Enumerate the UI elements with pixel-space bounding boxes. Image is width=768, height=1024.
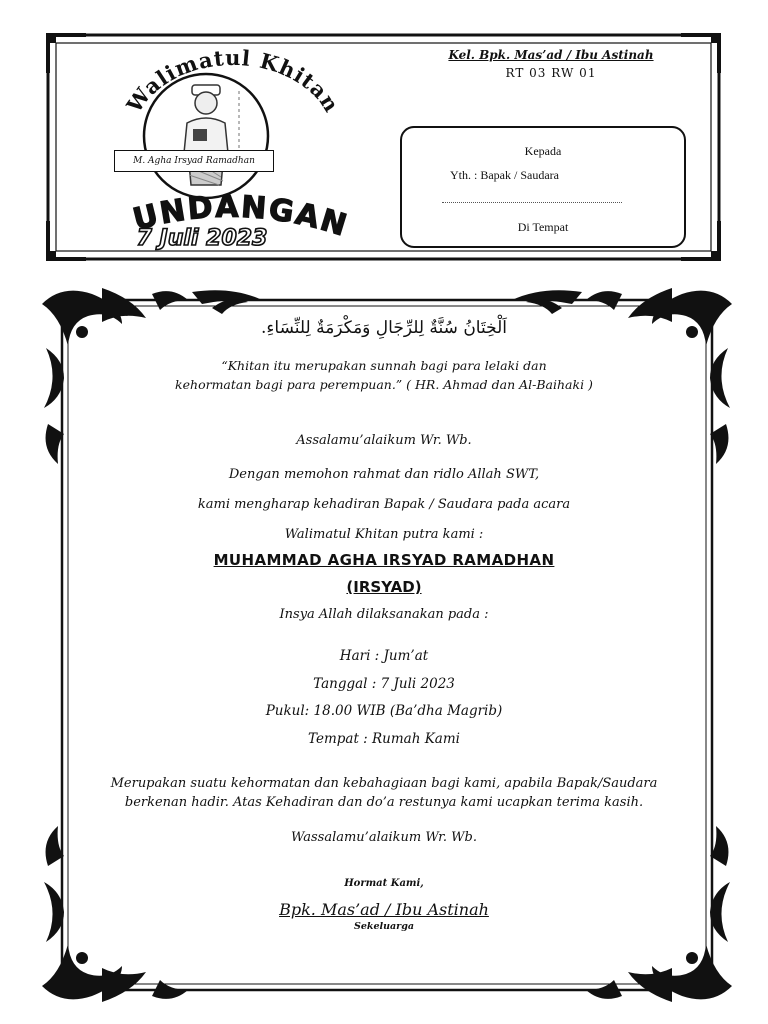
svg-text:Walimatul Khitan xyxy=(121,45,345,118)
arc-title xyxy=(101,43,361,163)
hadith-quote-line: “Khitan itu merupakan sunnah bagi para lelaki dan xyxy=(221,358,547,373)
ornamental-frame xyxy=(42,284,732,1006)
undangan-text: UNDANGAN xyxy=(129,189,353,245)
held-on-label: Insya Allah dilaksanakan pada : xyxy=(279,607,489,622)
signatory-name: Bpk. Mas’ad / Ibu Astinah xyxy=(279,900,489,919)
event-time: Pukul: 18.00 WIB (Ba’dha Magrib) xyxy=(265,703,503,719)
event-date-line: Tanggal : 7 Juli 2023 xyxy=(313,676,455,692)
address-box xyxy=(400,126,686,248)
event-day: Hari : Jum’at xyxy=(339,648,429,664)
undangan-banner xyxy=(94,181,384,261)
child-name-plate: M. Agha Irsyad Ramadhan xyxy=(114,150,274,172)
arabic-verse: اَلْخِتَانُ سُنَّةٌ لِلرِّجَالِ وَمَكْرَمَةٌ لِلنِّسَاءِ. xyxy=(261,318,507,338)
arc-title-text: Walimatul Khitan xyxy=(121,44,345,117)
event-place: Tempat : Rumah Kami xyxy=(308,731,460,747)
kepada-label: Kepada xyxy=(524,144,562,158)
invitation-body-line: Walimatul Khitan putra kami : xyxy=(284,527,484,542)
invitation-body-line: kami mengharap kehadiran Bapak / Saudara pada acara xyxy=(197,497,571,512)
closing-paragraph-line: berkenan hadir. Atas Kehadiran dan do’a restunya kami ucapkan terima kasih. xyxy=(124,795,644,810)
recipient-name-blank xyxy=(442,194,622,203)
sekeluarga-label: Sekeluarga xyxy=(353,921,414,932)
child-nickname: (IRSYAD) xyxy=(346,578,422,596)
family-name: Kel. Bpk. Mas’ad / Ibu Astinah xyxy=(448,48,654,62)
closing-paragraph-line: Merupakan suatu kehormatan dan kebahagiaan bagi kami, apabila Bapak/Saudara xyxy=(110,776,658,791)
child-full-name: MUHAMMAD AGHA IRSYAD RAMADHAN xyxy=(213,551,555,569)
invitation-body-line: Dengan memohon rahmat dan ridlo Allah SWT, xyxy=(228,467,540,482)
di-tempat-label: Di Tempat xyxy=(517,220,569,234)
recipient-line: Yth. : Bapak / Saudara xyxy=(450,168,559,182)
hormat-kami-label: Hormat Kami, xyxy=(344,878,424,889)
top-center-flourish xyxy=(192,290,582,314)
closing-greeting: Wassalamu’alaikum Wr. Wb. xyxy=(291,830,477,845)
rt-rw-address: RT 03 RW 01 xyxy=(505,66,597,80)
hadith-quote-line: kehormatan bagi para perempuan.” ( HR. Ahmad dan Al-Baihaki ) xyxy=(175,377,593,392)
event-date: 7 Juli 2023 xyxy=(136,226,268,251)
header-card xyxy=(46,33,721,261)
opening-greeting: Assalamu’alaikum Wr. Wb. xyxy=(296,433,472,448)
